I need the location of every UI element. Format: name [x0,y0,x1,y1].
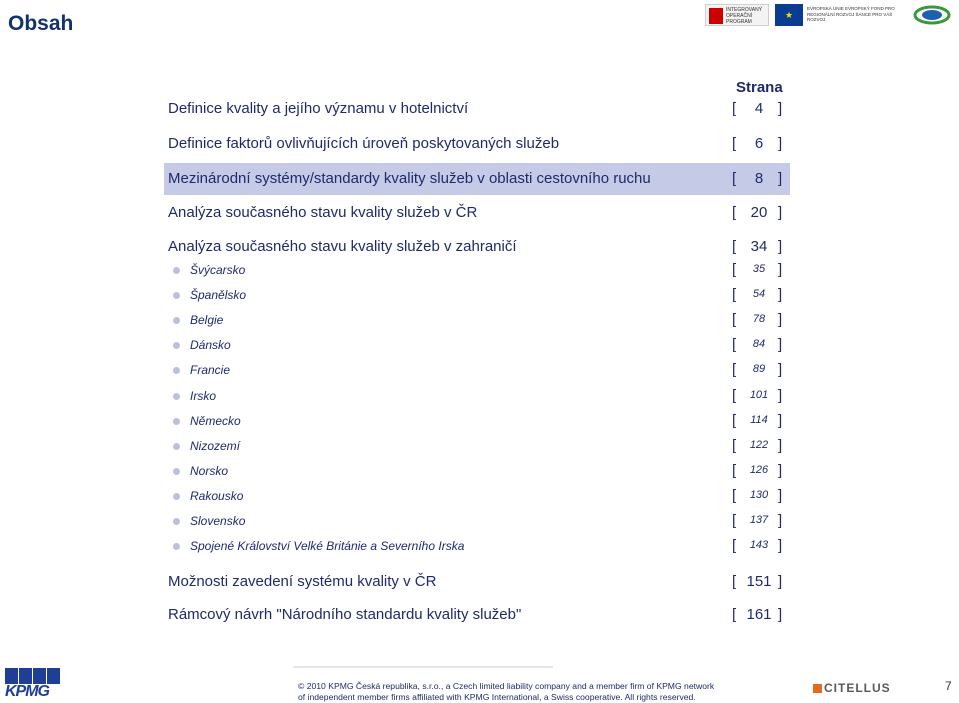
iop-logo [705,4,769,26]
toc-entry-page: 54 [752,288,766,300]
toc-entry-page: 6 [754,135,764,152]
citellus-logo-text: CITELLUS [824,681,891,695]
bracket-close: ] [778,336,783,353]
toc-entry-label: Rakousko [190,489,244,503]
bracket-close: ] [778,311,783,328]
bracket-close: ] [778,606,783,623]
toc-entry-page: 78 [752,313,766,325]
bracket-close: ] [778,135,783,152]
toc-entry-page: 8 [754,170,764,187]
toc-entry-label: Španělsko [190,288,247,302]
toc-entry-page: 122 [749,439,769,451]
toc-entry-label: Možnosti zavedení systému kvality v ČR [168,573,437,590]
kpmg-logo-text: KPMG [5,683,49,700]
bracket-close: ] [778,437,783,454]
toc-entry-page: 151 [746,573,772,590]
toc-entry-page: 89 [752,363,766,375]
toc-entry-label: Nizozemí [190,439,241,453]
toc-entry-label: Analýza současného stavu kvality služeb v zahraničí [168,238,517,255]
eu-flag-icon: ★ [775,4,803,26]
toc-entry-label: Slovensko [190,514,246,528]
bracket-open: [ [732,437,737,454]
bracket-close: ] [778,238,783,255]
toc-entry-page: 34 [750,238,768,255]
kpmg-logo [5,668,61,700]
bullet-icon [173,468,180,475]
bracket-open: [ [732,286,737,303]
bracket-open: [ [732,606,737,623]
toc-entry-page: 84 [752,338,766,350]
toc-entry-page: 130 [749,489,769,501]
bracket-open: [ [732,573,737,590]
eu-logo-text: EVROPSKÁ UNIE EVROPSKÝ FOND PRO REGIONÁLNÍ ROZVOJ ŠANCE PRO VÁŠ ROZVOJ [807,6,895,22]
copyright-line-1: © 2010 KPMG Česká republika, s.r.o., a Czech limited liability company and a member firm of KPMG network [298,681,715,691]
bracket-close: ] [778,487,783,504]
bracket-open: [ [732,135,737,152]
citellus-logo-icon [813,684,822,693]
bracket-close: ] [778,204,783,221]
bullet-icon [173,292,180,299]
kpmg-logo-icon [5,668,61,684]
bracket-open: [ [732,238,737,255]
toc-entry-label: Definice kvality a jejího významu v hotelnictví [168,100,469,117]
toc-entry-page: 20 [750,204,768,221]
header-logos [705,2,955,28]
bracket-open: [ [732,512,737,529]
toc-entry-page: 101 [749,389,769,401]
toc-entry-page: 35 [752,263,766,275]
bracket-open: [ [732,387,737,404]
iop-logo-icon [709,8,723,24]
bracket-close: ] [778,512,783,529]
citellus-logo [813,681,891,695]
bracket-open: [ [732,100,737,117]
bullet-icon [173,317,180,324]
bracket-open: [ [732,537,737,554]
bracket-open: [ [732,487,737,504]
copyright-text [298,681,714,703]
footer-divider [293,666,553,668]
page-column-header: Strana [736,79,783,96]
bracket-close: ] [778,100,783,117]
bullet-icon [173,342,180,349]
bracket-open: [ [732,261,737,278]
toc-entry-page: 126 [749,464,769,476]
bracket-open: [ [732,311,737,328]
bullet-icon [173,518,180,525]
toc-entry-label: Dánsko [190,338,231,352]
copyright-line-2: of independent member firms affiliated with KPMG International, a Swiss cooperative. All rights reserved. [298,692,696,702]
bracket-close: ] [778,286,783,303]
toc-entry-label: Analýza současného stavu kvality služeb v ČR [168,204,478,221]
page-number: 7 [945,679,952,693]
mmr-logo-icon [912,4,952,26]
toc-entry-page: 143 [749,539,769,551]
bracket-close: ] [778,573,783,590]
bracket-close: ] [778,462,783,479]
toc-entry-page: 161 [746,606,772,623]
bracket-open: [ [732,336,737,353]
bullet-icon [173,543,180,550]
toc-entry-label: Irsko [190,389,217,403]
bullet-icon [173,493,180,500]
bracket-close: ] [778,412,783,429]
bullet-icon [173,367,180,374]
toc-entry-label: Norsko [190,464,229,478]
toc-entry-label: Francie [190,363,231,377]
toc-entry-label: Belgie [190,313,224,327]
bullet-icon [173,418,180,425]
bracket-open: [ [732,412,737,429]
bracket-close: ] [778,170,783,187]
toc-entry-label: Švýcarsko [190,263,246,277]
bracket-close: ] [778,361,783,378]
bullet-icon [173,393,180,400]
bracket-close: ] [778,261,783,278]
toc-entry-label: Definice faktorů ovlivňujících úroveň poskytovaných služeb [168,135,560,152]
toc-entry-page: 114 [750,414,768,426]
bracket-open: [ [732,462,737,479]
toc-entry-label: Německo [190,414,241,428]
bullet-icon [173,267,180,274]
bracket-open: [ [732,361,737,378]
bracket-open: [ [732,204,737,221]
toc-entry-label: Mezinárodní systémy/standardy kvality služeb v oblasti cestovního ruchu [168,170,651,187]
bracket-close: ] [778,387,783,404]
toc-entry-page: 4 [754,100,764,117]
toc-entry-label: Rámcový návrh "Národního standardu kvality služeb" [168,606,522,623]
toc-entry-label: Spojené Království Velké Británie a Severního Irska [190,539,465,553]
toc-entry-page: 137 [749,514,769,526]
page-title: Obsah [8,12,74,35]
bracket-close: ] [778,537,783,554]
iop-logo-text: INTEGROVANÝ OPERAČNÍ PROGRAM [726,7,763,25]
bracket-open: [ [732,170,737,187]
bullet-icon [173,443,180,450]
